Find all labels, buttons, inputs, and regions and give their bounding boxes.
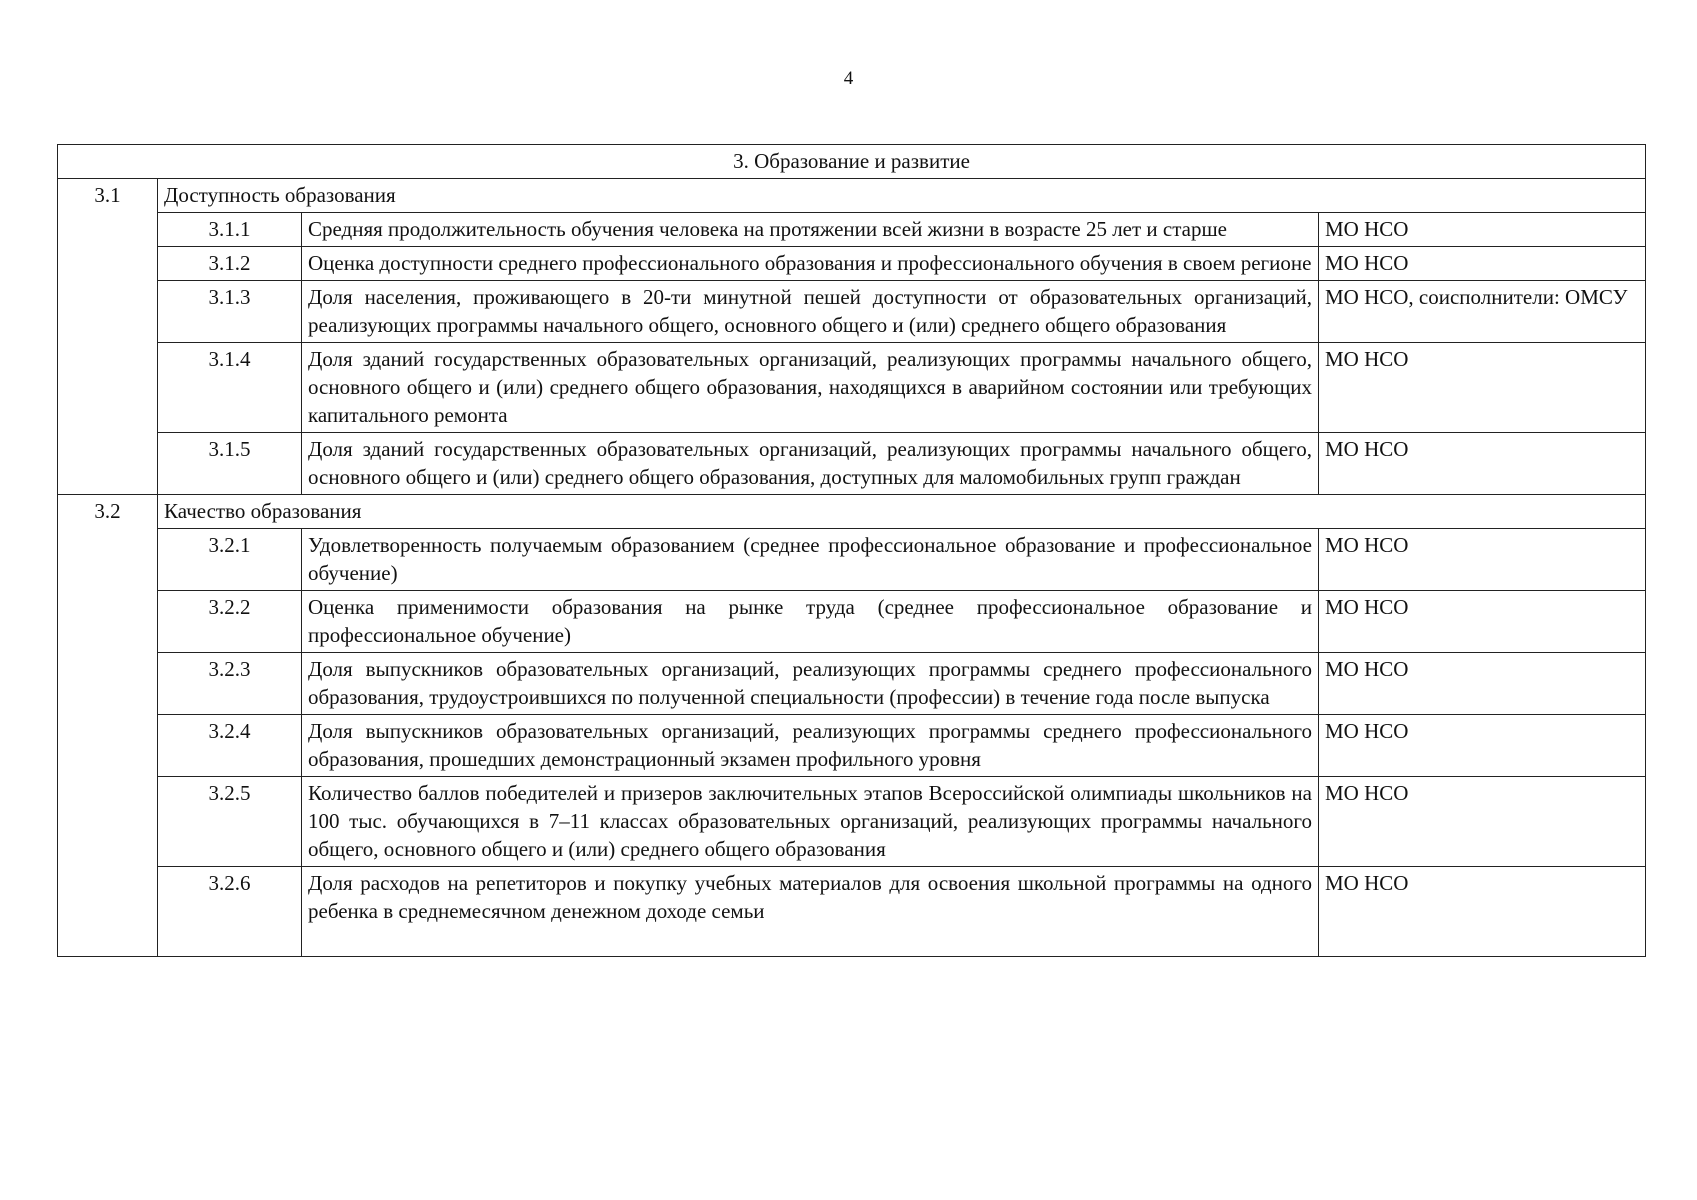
table-row	[58, 529, 1646, 591]
subsection-row	[58, 179, 1646, 213]
indicator-responsible: МО НСО	[1319, 433, 1646, 495]
indicator-number: 3.2.6	[158, 867, 302, 957]
indicator-number: 3.2.2	[158, 591, 302, 653]
table-row	[58, 433, 1646, 495]
indicator-responsible: МО НСО	[1319, 529, 1646, 591]
indicator-number: 3.1.4	[158, 343, 302, 433]
indicator-text: Оценка применимости образования на рынке труда (среднее профессиональное образование и профессиональное обучение)	[302, 591, 1319, 653]
indicator-text: Средняя продолжительность обучения человека на протяжении всей жизни в возрасте 25 лет и старше	[302, 213, 1319, 247]
indicator-responsible: МО НСО	[1319, 213, 1646, 247]
indicator-number: 3.2.5	[158, 777, 302, 867]
indicator-text: Доля зданий государственных образовательных организаций, реализующих программы начального общего, основного общего и (или) среднего общего образования, находящихся в аварийном состоянии или требующих капитального ремонта	[302, 343, 1319, 433]
indicator-number: 3.1.1	[158, 213, 302, 247]
indicator-number: 3.1.2	[158, 247, 302, 281]
indicator-responsible: МО НСО	[1319, 715, 1646, 777]
table-row	[58, 777, 1646, 867]
table-row	[58, 247, 1646, 281]
indicator-text: Доля расходов на репетиторов и покупку учебных материалов для освоения школьной программы на одного ребенка в среднемесячном денежном доходе семьи	[302, 867, 1319, 957]
indicator-number: 3.2.3	[158, 653, 302, 715]
table-row	[58, 591, 1646, 653]
section-title: 3. Образование и развитие	[58, 145, 1646, 179]
indicator-number: 3.1.3	[158, 281, 302, 343]
subsection-title: Качество образования	[158, 495, 1646, 529]
page-number: 4	[843, 68, 854, 89]
indicator-text: Количество баллов победителей и призеров заключительных этапов Всероссийской олимпиады школьников на 100 тыс. обучающихся в 7–11 классах образовательных организаций, реализующих программы начального общего, основного общего и (или) среднего общего образования	[302, 777, 1319, 867]
indicator-number: 3.2.4	[158, 715, 302, 777]
table-row	[58, 213, 1646, 247]
indicator-responsible: МО НСО	[1319, 653, 1646, 715]
indicator-responsible: МО НСО	[1319, 591, 1646, 653]
indicator-responsible: МО НСО	[1319, 247, 1646, 281]
indicator-text: Доля выпускников образовательных организаций, реализующих программы среднего профессионального образования, прошедших демонстрационный экзамен профильного уровня	[302, 715, 1319, 777]
indicator-text: Удовлетворенность получаемым образованием (среднее профессиональное образование и профессиональное обучение)	[302, 529, 1319, 591]
table-row	[58, 281, 1646, 343]
indicator-responsible: МО НСО	[1319, 867, 1646, 957]
indicator-number: 3.2.1	[158, 529, 302, 591]
indicator-text: Оценка доступности среднего профессионального образования и профессионального обучения в своем регионе	[302, 247, 1319, 281]
indicators-table	[57, 144, 1646, 957]
indicator-responsible: МО НСО	[1319, 777, 1646, 867]
subsection-number: 3.2	[58, 495, 158, 957]
table-row	[58, 867, 1646, 957]
subsection-title: Доступность образования	[158, 179, 1646, 213]
indicator-text: Доля выпускников образовательных организаций, реализующих программы среднего профессионального образования, трудоустроившихся по полученной специальности (профессии) в течение года после выпуска	[302, 653, 1319, 715]
indicator-text: Доля населения, проживающего в 20-ти минутной пешей доступности от образовательных организаций, реализующих программы начального общего, основного общего и (или) среднего общего образования	[302, 281, 1319, 343]
indicator-text: Доля зданий государственных образовательных организаций, реализующих программы начального общего, основного общего и (или) среднего общего образования, доступных для маломобильных групп граждан	[302, 433, 1319, 495]
indicator-responsible: МО НСО	[1319, 343, 1646, 433]
table-row	[58, 653, 1646, 715]
section-header-row	[58, 145, 1646, 179]
subsection-number: 3.1	[58, 179, 158, 495]
table-row	[58, 343, 1646, 433]
indicator-number: 3.1.5	[158, 433, 302, 495]
subsection-row	[58, 495, 1646, 529]
table-row	[58, 715, 1646, 777]
indicator-responsible: МО НСО, соисполнители: ОМСУ	[1319, 281, 1646, 343]
